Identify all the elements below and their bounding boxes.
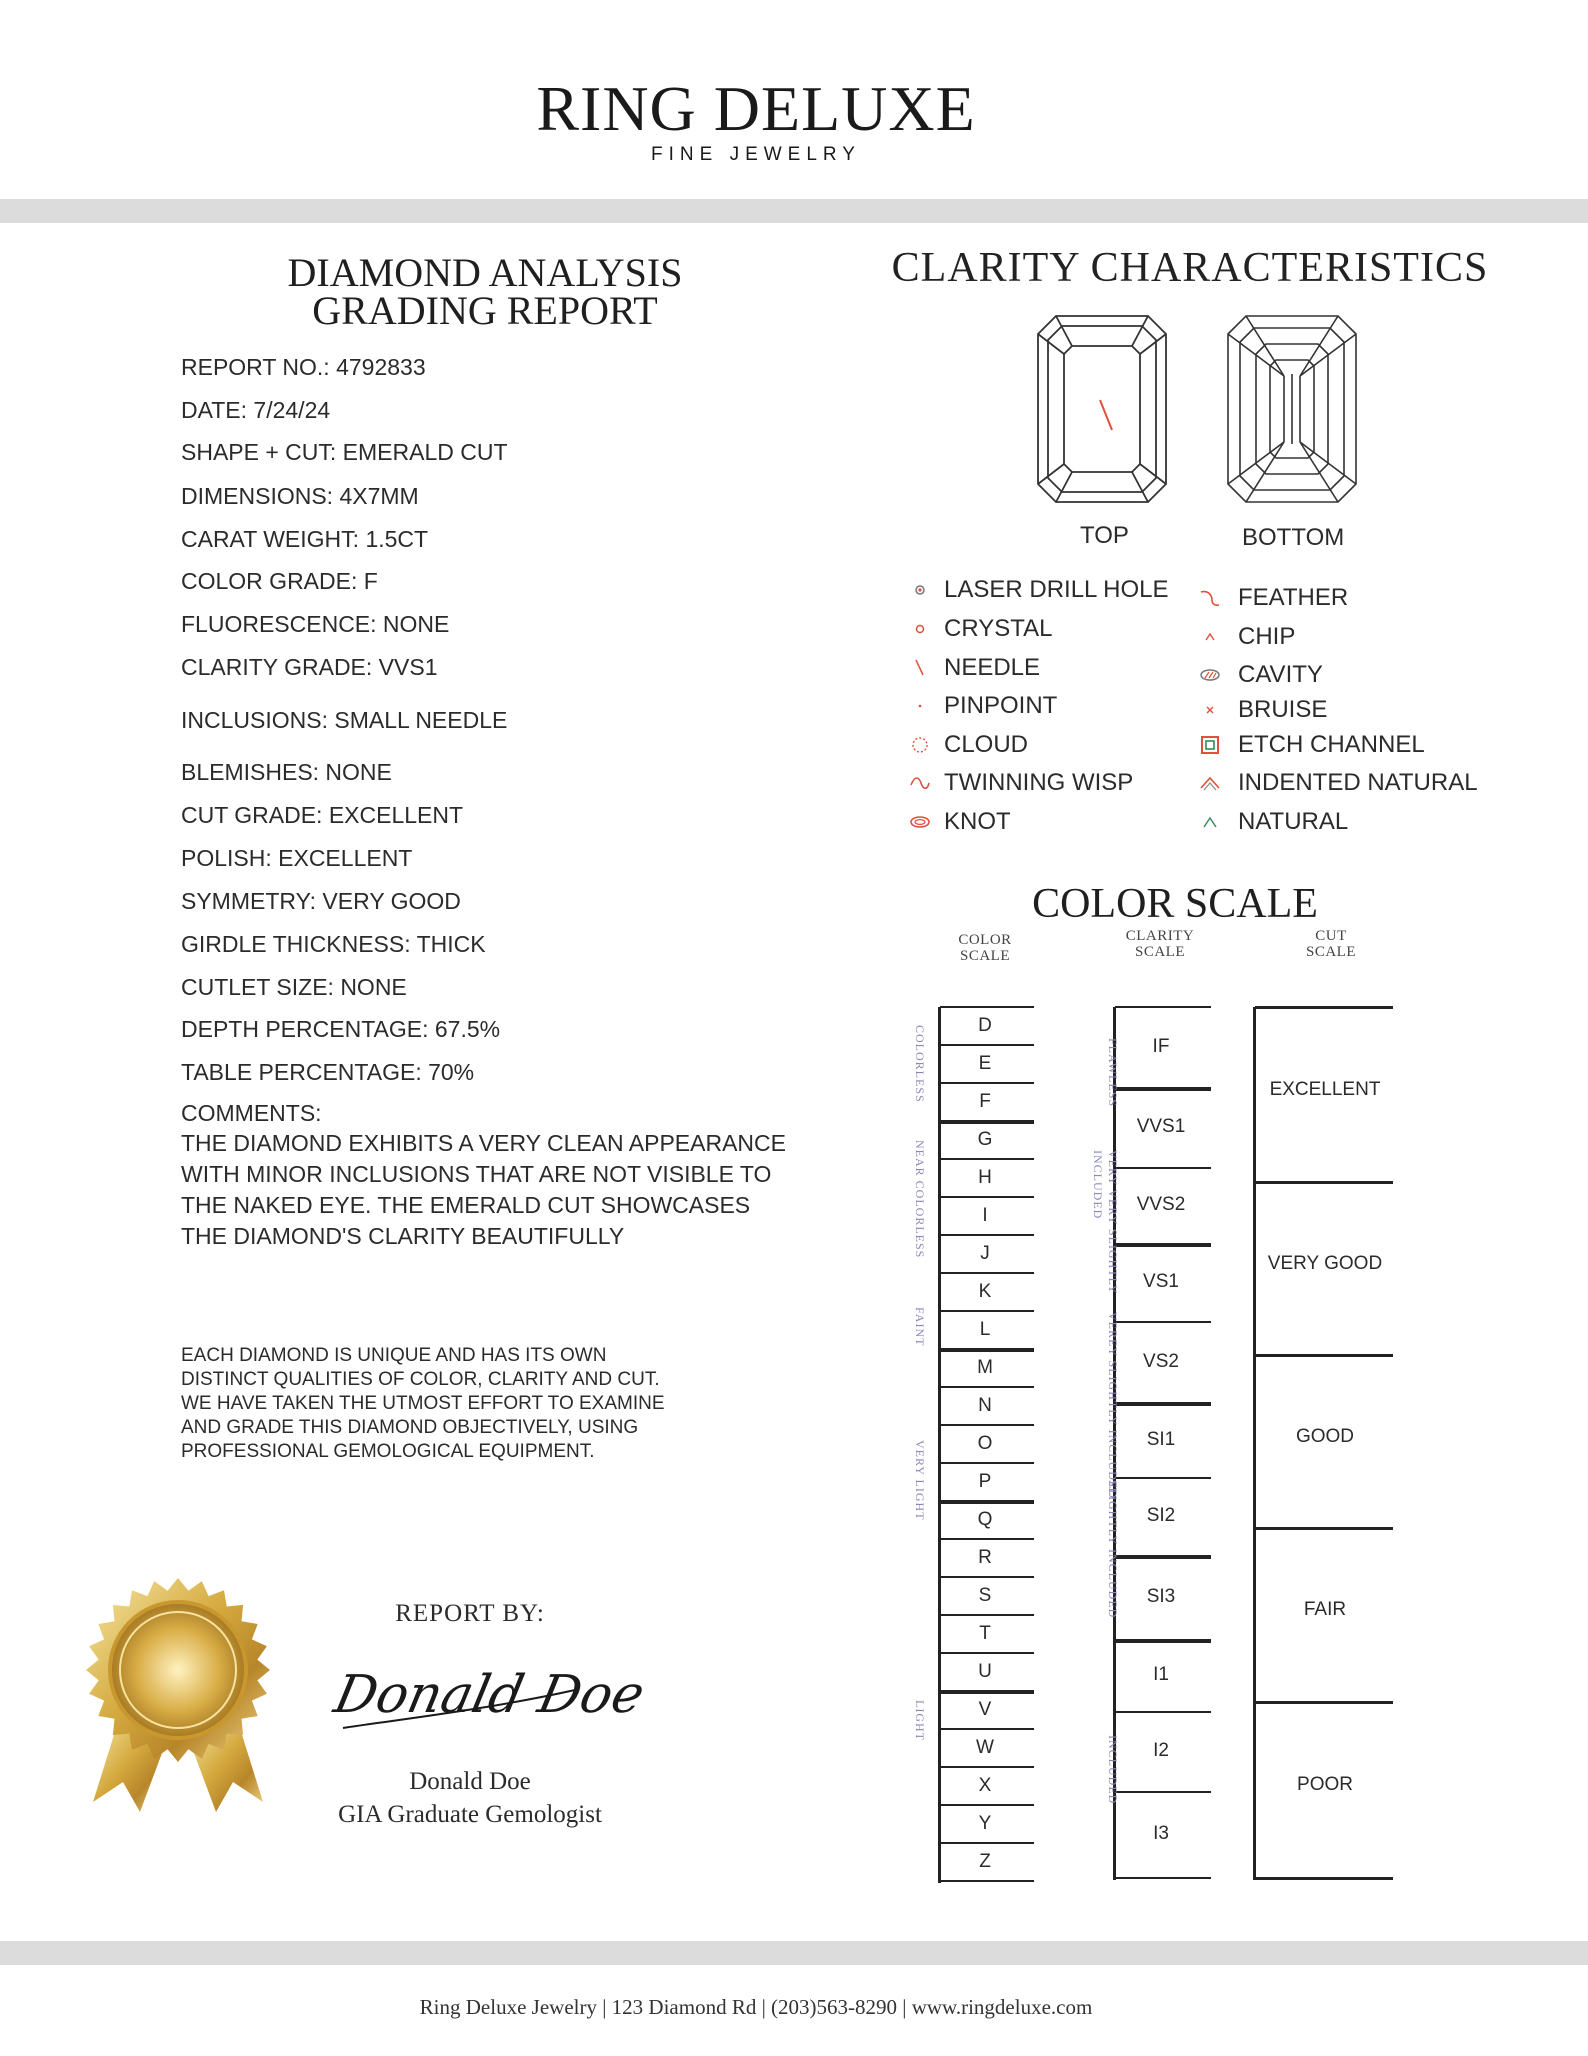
clarity-scale-divider bbox=[1115, 1243, 1211, 1247]
report-field: CUT GRADE: EXCELLENT bbox=[181, 802, 464, 828]
clarity-scale-divider bbox=[1115, 1167, 1211, 1169]
clarity-grade: IF bbox=[1152, 1035, 1170, 1057]
report-title bbox=[160, 250, 810, 333]
color-grade: T bbox=[979, 1623, 991, 1644]
report-field: COLOR GRADE: F bbox=[181, 568, 378, 594]
color-grade: M bbox=[977, 1357, 993, 1378]
color-scale-left-line bbox=[938, 1007, 941, 1883]
natural-icon bbox=[1200, 812, 1220, 832]
color-scale-divider bbox=[940, 1158, 1034, 1160]
cut-grade: VERY GOOD bbox=[1267, 1252, 1383, 1274]
color-scale-divider bbox=[940, 1728, 1034, 1730]
cut-grade: GOOD bbox=[1295, 1425, 1355, 1447]
color-grade: N bbox=[978, 1395, 992, 1416]
diamond-top-diagram bbox=[1036, 314, 1168, 504]
clarity-scale-divider bbox=[1115, 1711, 1211, 1713]
cut-scale-divider bbox=[1255, 1877, 1393, 1880]
color-scale-divider bbox=[940, 1804, 1034, 1806]
color-scale-divider bbox=[940, 1462, 1034, 1464]
color-grade: K bbox=[978, 1281, 992, 1302]
legend-label: FEATHER bbox=[1238, 584, 1349, 611]
clarity-grade: I2 bbox=[1153, 1740, 1169, 1761]
clarity-grade: VS2 bbox=[1143, 1350, 1179, 1372]
color-grade: F bbox=[979, 1091, 991, 1112]
clarity-scale-header: CLARITY SCALE bbox=[1125, 928, 1195, 960]
clarity-scale-divider bbox=[1115, 1321, 1211, 1323]
color-group-label: NEAR COLORLESS bbox=[913, 1140, 927, 1259]
color-grade: V bbox=[978, 1699, 992, 1720]
color-grade: H bbox=[978, 1167, 992, 1188]
bruise-icon bbox=[1200, 700, 1220, 720]
clarity-title: CLARITY CHARACTERISTICS bbox=[891, 245, 1489, 291]
color-scale-divider bbox=[940, 1538, 1034, 1540]
clarity-scale-divider bbox=[1115, 1555, 1211, 1559]
color-scale-header: COLOR SCALE bbox=[958, 932, 1012, 964]
color-grade: X bbox=[978, 1775, 992, 1796]
color-grade: L bbox=[979, 1319, 991, 1340]
cut-scale-divider bbox=[1255, 1701, 1393, 1704]
clarity-group-label: VEREY SLIGHTLY INCLUDED bbox=[1106, 1312, 1120, 1499]
color-scale-divider bbox=[940, 1766, 1034, 1768]
report-field: INCLUSIONS: SMALL NEEDLE bbox=[181, 707, 508, 733]
report-field: CUTLET SIZE: NONE bbox=[181, 974, 407, 1000]
color-scale-divider bbox=[940, 1310, 1034, 1312]
color-scale-divider bbox=[940, 1880, 1034, 1882]
clarity-scale-divider bbox=[1115, 1639, 1211, 1643]
knot-icon bbox=[910, 812, 930, 832]
signer-name: Donald Doe bbox=[409, 1768, 531, 1795]
cut-scale-divider bbox=[1255, 1006, 1393, 1009]
report-field: SYMMETRY: VERY GOOD bbox=[181, 888, 461, 914]
color-scale-divider bbox=[940, 1842, 1034, 1844]
cavity-icon bbox=[1200, 665, 1220, 685]
feather-icon bbox=[1200, 588, 1220, 608]
color-grade: Z bbox=[979, 1851, 991, 1872]
color-grade: O bbox=[977, 1433, 993, 1454]
signature bbox=[329, 1650, 650, 1745]
brand-name: RING DELUXE bbox=[536, 73, 976, 144]
diamond-bottom-diagram bbox=[1226, 314, 1358, 504]
signature-text: Donald Doe bbox=[329, 1664, 650, 1725]
clarity-grade: I1 bbox=[1153, 1664, 1169, 1685]
color-grade: Q bbox=[977, 1509, 993, 1530]
cut-scale-header: CUT SCALE bbox=[1305, 928, 1356, 960]
cloud-icon bbox=[910, 735, 930, 755]
cut-scale-left-line bbox=[1253, 1007, 1256, 1880]
legend-label: KNOT bbox=[944, 808, 1011, 835]
cut-scale-divider bbox=[1255, 1527, 1393, 1530]
clarity-group-label: INCLUDED bbox=[1106, 1735, 1120, 1805]
legend-label: CAVITY bbox=[1238, 661, 1323, 688]
clarity-grade: VVS2 bbox=[1136, 1194, 1186, 1215]
clarity-scale-divider bbox=[1115, 1477, 1211, 1479]
clarity-scale-divider bbox=[1115, 1006, 1211, 1008]
color-scale-divider bbox=[940, 1006, 1034, 1008]
clarity-grade: VVS1 bbox=[1136, 1116, 1186, 1137]
report-title-line2: GRADING REPORT bbox=[312, 288, 658, 333]
crystal-icon bbox=[910, 619, 930, 639]
report-field: BLEMISHES: NONE bbox=[181, 759, 392, 785]
header-divider bbox=[0, 199, 1588, 223]
report-field: POLISH: EXCELLENT bbox=[181, 845, 413, 871]
color-scale-divider bbox=[940, 1196, 1034, 1198]
legend-label: TWINNING WISP bbox=[944, 769, 1134, 796]
brand-tagline: FINE JEWELRY bbox=[651, 144, 861, 165]
clarity-group-label: VERY VERY SLIGHTLY INCLUDED bbox=[1091, 1150, 1120, 1294]
report-by-label: REPORT BY: bbox=[395, 1600, 545, 1627]
report-field: CLARITY GRADE: VVS1 bbox=[181, 654, 438, 680]
legend-label: LASER DRILL HOLE bbox=[944, 576, 1169, 603]
twinning-wisp-icon bbox=[910, 773, 930, 793]
legend-label: CRYSTAL bbox=[944, 615, 1053, 642]
legend-label: NATURAL bbox=[1238, 808, 1349, 835]
color-grade: D bbox=[978, 1015, 992, 1036]
report-field: TABLE PERCENTAGE: 70% bbox=[181, 1059, 475, 1085]
clarity-grade: I3 bbox=[1153, 1823, 1169, 1844]
clarity-scale-divider bbox=[1115, 1877, 1211, 1879]
etch-channel-icon bbox=[1200, 735, 1220, 755]
color-group-label: FAINT bbox=[913, 1307, 927, 1347]
legend-label: ETCH CHANNEL bbox=[1238, 731, 1425, 758]
color-scale-divider bbox=[940, 1082, 1034, 1084]
bottom-label: BOTTOM bbox=[1242, 524, 1345, 551]
legend-label: NEEDLE bbox=[944, 654, 1041, 681]
legend-label: CLOUD bbox=[944, 731, 1029, 758]
cut-grade: FAIR bbox=[1303, 1599, 1347, 1620]
signer-title: GIA Graduate Gemologist bbox=[338, 1801, 602, 1828]
color-grade: Y bbox=[978, 1813, 992, 1834]
color-scale-divider bbox=[940, 1386, 1034, 1388]
legend-label: CHIP bbox=[1238, 623, 1296, 650]
color-grade: E bbox=[978, 1053, 992, 1074]
report-field: SHAPE + CUT: EMERALD CUT bbox=[181, 439, 508, 465]
color-scale-divider bbox=[940, 1272, 1034, 1274]
color-group-label: LIGHT bbox=[913, 1700, 927, 1741]
color-scale-divider bbox=[940, 1044, 1034, 1046]
clarity-grade: SI3 bbox=[1146, 1586, 1176, 1607]
gold-seal-icon bbox=[78, 1572, 278, 1822]
color-scale-divider bbox=[940, 1234, 1034, 1236]
color-grade: S bbox=[978, 1585, 992, 1606]
color-grade: W bbox=[976, 1737, 994, 1758]
legend-label: PINPOINT bbox=[944, 692, 1058, 719]
color-grade: J bbox=[980, 1243, 990, 1264]
color-group-label: VERY LIGHT bbox=[913, 1440, 927, 1521]
color-scale-divider bbox=[940, 1500, 1034, 1504]
color-scale-divider bbox=[940, 1652, 1034, 1654]
color-scale-divider bbox=[940, 1424, 1034, 1426]
clarity-scale-divider bbox=[1115, 1402, 1211, 1406]
legend-label: BRUISE bbox=[1238, 696, 1328, 723]
needle-mark bbox=[1100, 400, 1112, 430]
laser-drill-hole-icon bbox=[910, 580, 930, 600]
footer-contact: Ring Deluxe Jewelry | 123 Diamond Rd | (203)563-8290 | www.ringdeluxe.com bbox=[419, 1995, 1093, 2019]
color-grade: R bbox=[978, 1547, 992, 1568]
footer-divider bbox=[0, 1941, 1588, 1965]
report-field: CARAT WEIGHT: 1.5CT bbox=[181, 526, 429, 552]
chip-icon bbox=[1200, 627, 1220, 647]
report-field: GIRDLE THICKNESS: THICK bbox=[181, 931, 486, 957]
report-title-line1: DIAMOND ANALYSIS bbox=[287, 250, 683, 295]
clarity-scale-divider bbox=[1115, 1087, 1211, 1091]
report-field: DEPTH PERCENTAGE: 67.5% bbox=[181, 1016, 501, 1042]
cut-scale-divider bbox=[1255, 1181, 1393, 1184]
clarity-scale-divider bbox=[1115, 1791, 1211, 1793]
comments-text: THE DIAMOND EXHIBITS A VERY CLEAN APPEARANCE WITH MINOR INCLUSIONS THAT ARE NOT VISIBLE TO THE NAKED EYE. THE EMERALD CUT SHOWCASES THE DIAMOND'S CLARITY BEAUTIFULLY bbox=[181, 1130, 786, 1249]
clarity-grade: VS1 bbox=[1143, 1271, 1179, 1292]
report-field: FLUORESCENCE: NONE bbox=[181, 611, 450, 637]
color-group-label: COLORLESS bbox=[913, 1025, 927, 1103]
report-field: DATE: 7/24/24 bbox=[181, 397, 331, 423]
clarity-grade: SI1 bbox=[1146, 1428, 1176, 1450]
clarity-grade: SI2 bbox=[1146, 1505, 1176, 1526]
color-scale-divider bbox=[940, 1120, 1034, 1124]
report-field: DIMENSIONS: 4X7MM bbox=[181, 483, 419, 509]
color-scale-title: COLOR SCALE bbox=[1032, 881, 1318, 927]
color-grade: P bbox=[978, 1471, 992, 1492]
cut-grade: EXCELLENT bbox=[1269, 1079, 1381, 1100]
legend-label: INDENTED NATURAL bbox=[1238, 769, 1478, 796]
top-label: TOP bbox=[1080, 522, 1129, 549]
clarity-group-label: FLAWLESS bbox=[1106, 1038, 1120, 1108]
color-scale-divider bbox=[940, 1576, 1034, 1578]
color-scale-divider bbox=[940, 1614, 1034, 1616]
color-grade: G bbox=[977, 1129, 993, 1150]
clarity-group-label: SLIGHTLY INCLUDED bbox=[1106, 1480, 1120, 1619]
disclaimer-text: EACH DIAMOND IS UNIQUE AND HAS ITS OWN DISTINCT QUALITIES OF COLOR, CLARITY AND CUT. WE HAVE TAKEN THE UTMOST EFFORT TO EXAMINE AND GRADE THIS DIAMOND OBJECTIVELY, USING PROFESSIONAL GEMOLOGICAL EQUIPMENT. bbox=[181, 1345, 665, 1462]
needle-icon bbox=[910, 658, 930, 678]
color-scale-divider bbox=[940, 1348, 1034, 1352]
color-scale-divider bbox=[940, 1690, 1034, 1694]
pinpoint-icon bbox=[910, 696, 930, 716]
report-field: REPORT NO.: 4792833 bbox=[181, 354, 426, 380]
comments-label: COMMENTS: bbox=[181, 1100, 322, 1126]
cut-scale-divider bbox=[1255, 1354, 1393, 1357]
color-grade: I bbox=[982, 1205, 988, 1226]
indented-natural-icon bbox=[1200, 773, 1220, 793]
color-grade: U bbox=[978, 1661, 992, 1682]
cut-grade: POOR bbox=[1297, 1774, 1353, 1795]
